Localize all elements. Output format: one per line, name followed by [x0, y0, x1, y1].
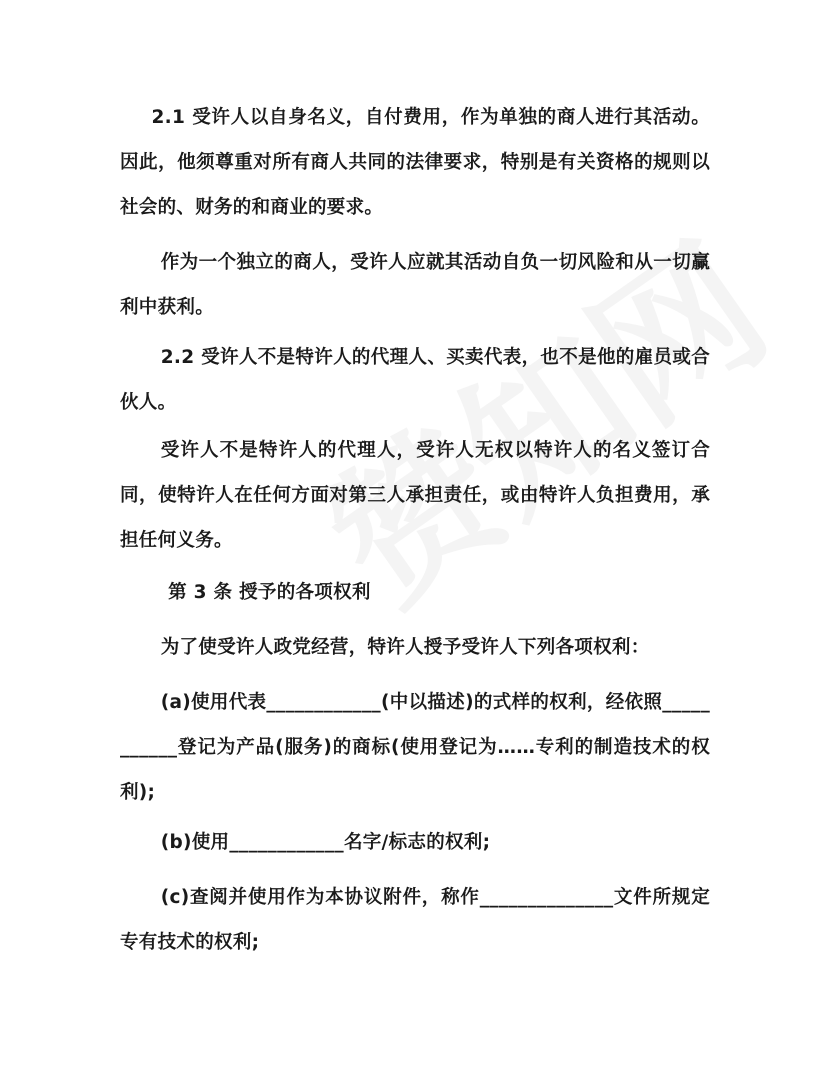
paragraph-2-1: 2.1 受许人以自身名义，自付费用，作为单独的商人进行其活动。因此，他须尊重对所有商人共同的法律要求，特别是有关资格的规则以社会的、财务的和商业的要求。 — [120, 107, 710, 218]
paragraph-grant-intro: 为了使受许人政党经营，特许人授予受许人下列各项权利： — [160, 637, 650, 658]
paragraph-right-b: (b)使用____________名字/标志的权利; — [160, 832, 491, 853]
paragraph-independent-merchant: 作为一个独立的商人，受许人应就其活动自负一切风险和从一切赢利中获利。 — [120, 252, 710, 318]
paragraph-not-agent: 受许人不是特许人的代理人，受许人无权以特许人的名义签订合同，使特许人在任何方面对第三人承担责任，或由特许人负担费用，承担任何义务。 — [120, 440, 710, 551]
section-heading-3: 第 3 条 授予的各项权利 — [168, 582, 371, 603]
paragraph-right-a: (a)使用代表____________(中以描述)的式样的权利，经依照___________登记为产品(服务)的商标(使用登记为……专利的制造技术的权利); — [120, 692, 710, 803]
paragraph-2-2: 2.2 受许人不是特许人的代理人、买卖代表，也不是他的雇员或合伙人。 — [120, 347, 710, 413]
paragraph-right-c: (c)查阅并使用作为本协议附件，称作______________文件所规定专有技术的权利; — [120, 887, 710, 953]
